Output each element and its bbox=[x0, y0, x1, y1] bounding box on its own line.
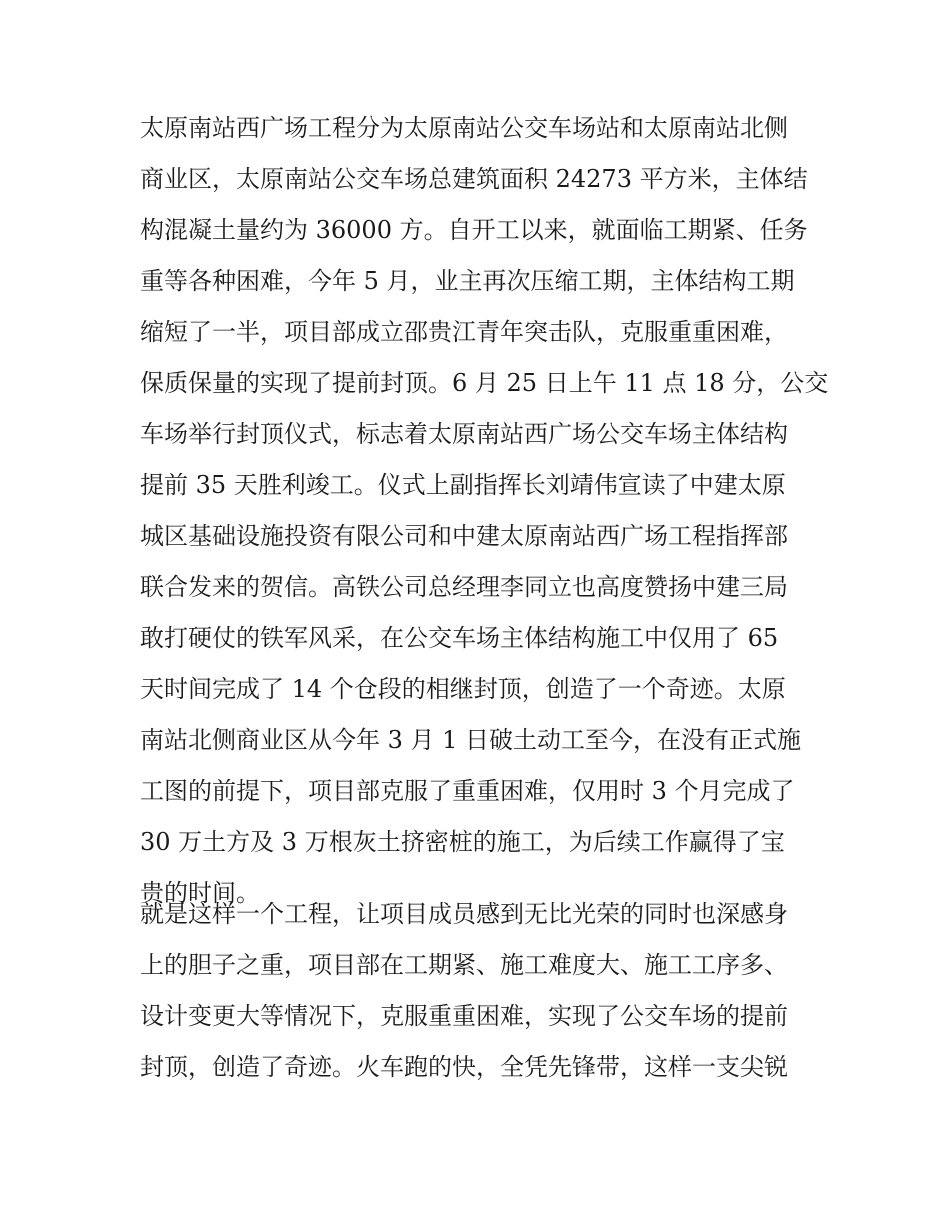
paragraph-line: 城区基础设施投资有限公司和中建太原南站西广场工程指挥部 bbox=[140, 522, 788, 550]
paragraph-line: 联合发来的贺信。高铁公司总经理李同立也高度赞扬中建三局 bbox=[140, 573, 788, 601]
paragraph-line: 太原南站西广场工程分为太原南站公交车场站和太原南站北侧 bbox=[140, 114, 788, 142]
paragraph-line: 天时间完成了 14 个仓段的相继封顶，创造了一个奇迹。太原 bbox=[140, 675, 786, 703]
paragraph-line: 商业区，太原南站公交车场总建筑面积 24273 平方米，主体结 bbox=[140, 165, 808, 193]
paragraph-2 bbox=[140, 889, 810, 1093]
paragraph-line: 贵的时间。 bbox=[140, 879, 260, 907]
paragraph-line: 上的胆子之重，项目部在工期紧、施工难度大、施工工序多、 bbox=[140, 951, 788, 979]
paragraph-line: 提前 35 天胜利竣工。仪式上副指挥长刘靖伟宣读了中建太原 bbox=[140, 471, 786, 499]
paragraph-line: 设计变更大等情况下，克服重重困难，实现了公交车场的提前 bbox=[140, 1002, 788, 1030]
paragraph-line: 30 万土方及 3 万根灰土挤密桩的施工，为后续工作赢得了宝 bbox=[140, 828, 785, 856]
paragraph-line: 工图的前提下，项目部克服了重重困难，仅用时 3 个月完成了 bbox=[140, 777, 795, 805]
paragraph-line: 重等各种困难，今年 5 月，业主再次压缩工期，主体结构工期 bbox=[140, 267, 795, 295]
paragraph-line: 车场举行封顶仪式，标志着太原南站西广场公交车场主体结构 bbox=[140, 420, 788, 448]
paragraph-1 bbox=[140, 103, 829, 919]
paragraph-line: 就是这样一个工程，让项目成员感到无比光荣的同时也深感身 bbox=[140, 900, 788, 928]
paragraph-line: 构混凝土量约为 36000 方。自开工以来，就面临工期紧、任务 bbox=[140, 216, 808, 244]
paragraph-line: 南站北侧商业区从今年 3 月 1 日破土动工至今，在没有正式施 bbox=[140, 726, 802, 754]
paragraph-line: 缩短了一半，项目部成立邵贵江青年突击队，克服重重困难， bbox=[140, 318, 788, 346]
paragraph-line: 敢打硬仗的铁军风采，在公交车场主体结构施工中仅用了 65 bbox=[140, 624, 779, 652]
paragraph-line: 保质保量的实现了提前封顶。6 月 25 日上午 11 点 18 分，公交 bbox=[140, 369, 829, 397]
paragraph-line: 封顶，创造了奇迹。火车跑的快，全凭先锋带，这样一支尖锐 bbox=[140, 1053, 788, 1081]
